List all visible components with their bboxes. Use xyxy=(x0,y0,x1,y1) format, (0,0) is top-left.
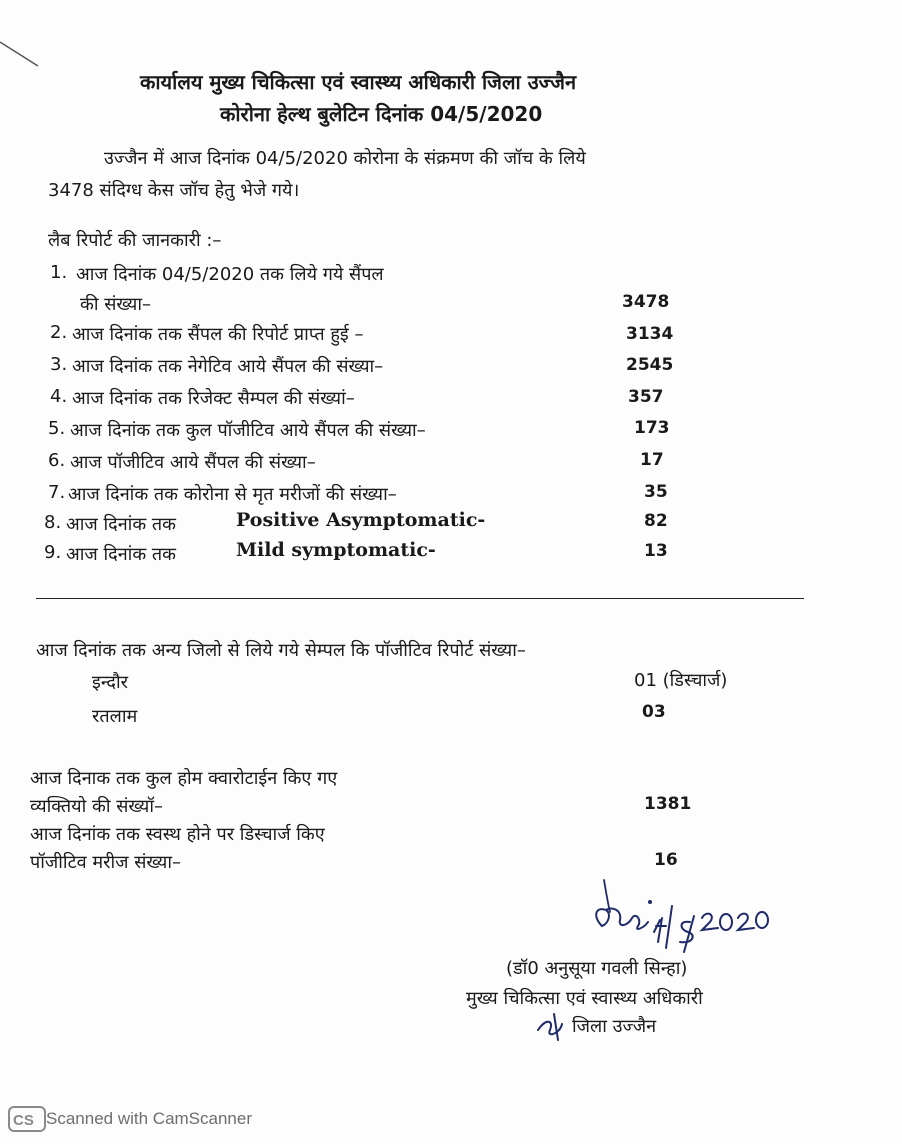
watermark-text: Scanned with CamScanner xyxy=(46,1109,253,1128)
list-item-text: आज दिनांक तक सैंपल की रिपोर्ट प्राप्त हुई – xyxy=(72,324,364,345)
list-item-number: 7. xyxy=(48,482,66,503)
quarantine-label-line-1: आज दिनाक तक कुल होम क्वारोटाईन किए गए xyxy=(30,768,338,789)
list-item-english-text: Mild symptomatic- xyxy=(236,539,436,561)
list-item-value: 35 xyxy=(644,482,668,502)
section-divider xyxy=(36,598,804,599)
officer-designation: मुख्य चिकित्सा एवं स्वास्थ्य अधिकारी xyxy=(466,988,703,1009)
list-item-number: 1. xyxy=(50,262,68,283)
intro-line-1: उज्जैन में आज दिनांक 04/5/2020 कोरोना के संक्रमण की जॉच के लिये xyxy=(104,148,586,169)
lab-report-heading: लैब रिपोर्ट की जानकारी :– xyxy=(48,230,222,251)
officer-district: जिला उज्जैन xyxy=(572,1016,657,1037)
list-item-value: 3134 xyxy=(626,324,674,344)
list-item-text: आज दिनांक तक कोरोना से मृत मरीजों की संख्या– xyxy=(68,484,397,505)
discharge-label-line-1: आज दिनांक तक स्वस्थ होने पर डिस्चार्ज किए xyxy=(30,824,325,845)
office-title: कार्यालय मुख्य चिकित्सा एवं स्वास्थ्य अधिकारी जिला उज्जैन xyxy=(140,70,577,94)
camscanner-logo xyxy=(8,1106,46,1132)
list-item-number: 4. xyxy=(50,386,68,407)
list-item-value: 17 xyxy=(640,450,664,470)
district-value: 01 (डिस्चार्ज) xyxy=(634,670,728,691)
discharge-label-line-2: पॉजीटिव मरीज संख्या– xyxy=(30,852,182,873)
list-item-value: 173 xyxy=(634,418,670,438)
list-item-text: आज दिनांक तक रिजेक्ट सैम्पल की संख्यां– xyxy=(72,388,355,409)
list-item-number: 8. xyxy=(44,512,62,533)
list-item-number: 6. xyxy=(48,450,66,471)
district-name: इन्दौर xyxy=(92,672,128,693)
other-districts-heading: आज दिनांक तक अन्य जिलो से लिये गये सेम्पल कि पॉजीटिव रिपोर्ट संख्या– xyxy=(36,640,526,661)
district-name: रतलाम xyxy=(92,706,138,727)
list-item-value: 357 xyxy=(628,387,664,407)
discharge-value: 16 xyxy=(654,850,678,870)
handwritten-signature xyxy=(572,876,772,956)
list-item-number: 2. xyxy=(50,322,68,343)
list-item-number: 5. xyxy=(48,418,66,439)
list-item-text: आज दिनांक 04/5/2020 तक लिये गये सैंपल xyxy=(76,264,384,285)
svg-text:CS: CS xyxy=(13,1112,34,1129)
list-item-number: 9. xyxy=(44,542,62,563)
list-item-text: आज दिनांक तक नेगेटिव आये सैंपल की संख्या– xyxy=(72,356,384,377)
quarantine-value: 1381 xyxy=(644,794,692,814)
list-item-value: 82 xyxy=(644,511,668,531)
list-item-text: आज दिनांक तक xyxy=(66,544,176,565)
list-item-text: आज दिनांक तक xyxy=(66,514,176,535)
officer-name: (डॉ0 अनुसूया गवली सिन्हा) xyxy=(506,958,688,979)
list-item-value: 2545 xyxy=(626,355,674,375)
camscanner-watermark xyxy=(8,1104,252,1134)
district-value: 03 xyxy=(642,702,666,722)
list-item-value: 13 xyxy=(644,541,668,561)
list-item-english-text: Positive Asymptomatic- xyxy=(236,509,486,531)
quarantine-label-line-2: व्यक्तियो की संख्यॉ– xyxy=(30,796,163,817)
initial-mark xyxy=(532,1010,572,1042)
scan-edge-mark xyxy=(0,40,40,70)
list-item-text: आज पॉजीटिव आये सैंपल की संख्या– xyxy=(70,452,316,473)
list-item-text-cont: की संख्या– xyxy=(80,294,152,315)
list-item-number: 3. xyxy=(50,354,68,375)
list-item-value: 3478 xyxy=(622,292,670,312)
bulletin-title: कोरोना हेल्थ बुलेटिन दिनांक 04/5/2020 xyxy=(220,102,543,126)
intro-line-2: 3478 संदिग्ध केस जॉच हेतु भेजे गये। xyxy=(48,180,300,201)
list-item-text: आज दिनांक तक कुल पॉजीटिव आये सैंपल की संख्या– xyxy=(70,420,426,441)
